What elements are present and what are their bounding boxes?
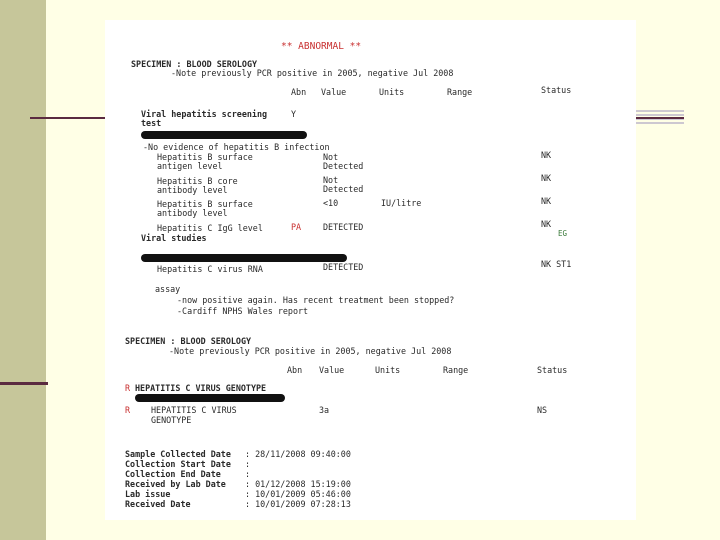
comment-line-2: -Cardiff NPHS Wales report (177, 306, 309, 316)
specimen-note-1: -Note previously PCR positive in 2005, negative Jul 2008 (171, 68, 454, 78)
status-extra: EG (558, 229, 568, 238)
row-abn: PA (291, 222, 302, 232)
title-rule-right (636, 117, 684, 119)
row-status: NK (541, 150, 552, 160)
row-value-line1: Not (323, 175, 339, 185)
row-value-line2: Detected (323, 161, 364, 171)
sidebar-accent-line (0, 382, 48, 385)
specimen-note-2: -Note previously PCR positive in 2005, negative Jul 2008 (169, 346, 452, 356)
date-value: : 28/11/2008 09:40:00 (245, 449, 351, 459)
date-label: Collection Start Date (125, 459, 231, 469)
specimen-heading-1: SPECIMEN : BLOOD SEROLOGY (131, 59, 258, 69)
col-header-abn-2: Abn (287, 365, 303, 375)
date-label: Sample Collected Date (125, 449, 231, 459)
date-value: : (245, 459, 251, 469)
row-label-line1: Hepatitis C IgG level (157, 223, 263, 233)
no-evidence-note: -No evidence of hepatitis B infection (143, 142, 330, 152)
date-value: : 10/01/2009 07:28:13 (245, 499, 351, 509)
screening-abn: Y (291, 109, 297, 119)
rna-status: NK ST1 (541, 259, 572, 269)
rna-value: DETECTED (323, 262, 364, 272)
title-rule-left (30, 117, 106, 119)
genotype-status: NS (537, 405, 548, 415)
row-units: IU/litre (381, 198, 422, 208)
row-label-line1: Hepatitis B surface (157, 199, 253, 209)
genotype-heading-marker: R (125, 383, 131, 393)
redaction-bar-3 (135, 394, 285, 402)
row-value-line2: Detected (323, 184, 364, 194)
comment-line-1: -now positive again. Has recent treatment been stopped? (177, 295, 455, 305)
screening-label-line1: Viral hepatitis screening (141, 109, 268, 119)
date-value: : 01/12/2008 15:19:00 (245, 479, 351, 489)
col-header-range-1: Range (447, 87, 473, 97)
col-header-abn-1: Abn (291, 87, 307, 97)
abnormal-banner: ** ABNORMAL ** (281, 41, 362, 52)
col-header-units-2: Units (375, 365, 401, 375)
row-label-line2: antibody level (157, 208, 228, 218)
row-label-line1: Hepatitis B surface (157, 152, 253, 162)
col-header-range-2: Range (443, 365, 469, 375)
redaction-bar-1 (141, 131, 307, 139)
col-header-value-1: Value (321, 87, 347, 97)
viral-studies-heading: Viral studies (141, 233, 207, 243)
genotype-label-line1: HEPATITIS C VIRUS (151, 405, 237, 415)
col-header-status-1: Status (541, 85, 572, 95)
genotype-value: 3a (319, 405, 330, 415)
rna-label: Hepatitis C virus RNA (157, 264, 263, 274)
row-status: NK (541, 196, 552, 206)
genotype-heading: HEPATITIS C VIRUS GENOTYPE (135, 383, 267, 393)
date-label: Lab issue (125, 489, 171, 499)
col-header-value-2: Value (319, 365, 345, 375)
row-label-line1: Hepatitis B core (157, 176, 238, 186)
col-header-units-1: Units (379, 87, 405, 97)
genotype-row-marker: R (125, 405, 131, 415)
row-label-line2: antigen level (157, 161, 223, 171)
row-label-line2: antibody level (157, 185, 228, 195)
col-header-status-2: Status (537, 365, 568, 375)
assay-label: assay (155, 284, 181, 294)
specimen-heading-2: SPECIMEN : BLOOD SEROLOGY (125, 336, 252, 346)
slide-sidebar (0, 0, 46, 540)
lab-report-scan (105, 20, 636, 520)
screening-label-line2: test (141, 118, 162, 128)
row-value-line1: Not (323, 152, 339, 162)
date-label: Received by Lab Date (125, 479, 226, 489)
date-value: : 10/01/2009 05:46:00 (245, 489, 351, 499)
row-value-line1: <10 (323, 198, 339, 208)
row-status: NK (541, 173, 552, 183)
genotype-label-line2: GENOTYPE (151, 415, 192, 425)
date-label: Received Date (125, 499, 191, 509)
date-value: : (245, 469, 251, 479)
row-status: NK (541, 219, 552, 229)
redaction-bar-2 (141, 254, 347, 262)
row-value-line1: DETECTED (323, 222, 364, 232)
date-label: Collection End Date (125, 469, 221, 479)
